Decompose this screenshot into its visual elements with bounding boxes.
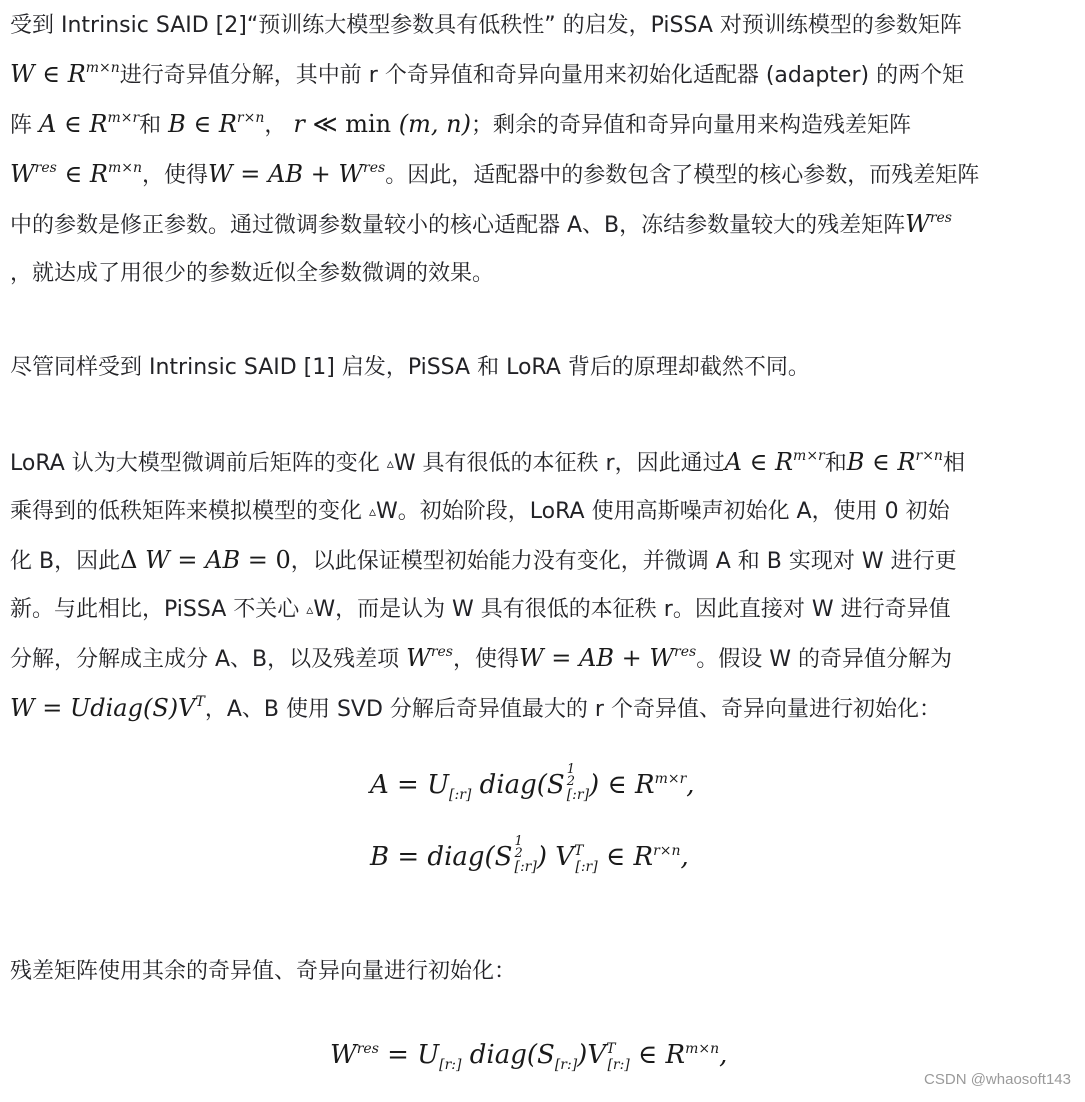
- text-line: [10, 684, 1076, 734]
- math-inline: A ∈ $R^{m\times r}$: [724, 448, 825, 476]
- text-line: [10, 250, 1076, 298]
- paragraph-residual: [10, 948, 516, 996]
- text-run: 尽管同样受到 Intrinsic SAID [1] 启发，PiSSA 和 LoRA 背后的原理却截然不同。: [10, 355, 810, 380]
- math-inline: A ∈ $R^{m\times r}$: [39, 110, 140, 138]
- article-body: [10, 2, 1076, 734]
- paragraph-pissa-intro: [10, 2, 1076, 298]
- text-run: ，使得: [452, 647, 519, 672]
- text-run: W 具有很低的本征秩 r，因此通过: [393, 451, 725, 476]
- text-run: W。初始阶段，LoRA 使用高斯噪声初始化 A，使用 0 初始: [376, 499, 950, 524]
- text-line: [10, 2, 1076, 50]
- text-line: [10, 438, 1076, 488]
- text-line: [10, 50, 1076, 100]
- math-inline: $W^{res}$ ∈ $R^{m\times n}$: [10, 160, 142, 188]
- paragraph-lora-vs-pissa: [10, 438, 1076, 734]
- paragraph-comparison: [10, 344, 1076, 392]
- text-run: 分解，分解成主成分 A、B，以及残差项: [10, 647, 400, 672]
- delta-symbol: ▵: [369, 504, 377, 520]
- text-line: [10, 200, 1076, 250]
- math-inline: W = AB + $W^{res}$: [208, 160, 386, 188]
- text-run: ，使得: [141, 163, 208, 188]
- text-line: [10, 100, 1076, 150]
- math-inline: $W^{res}$: [905, 210, 952, 238]
- text-line: [10, 634, 1076, 684]
- csdn-watermark: CSDN @whaosoft143: [924, 1071, 1071, 1088]
- text-line: [10, 150, 1076, 200]
- math-inline: $W = Udiag(S)V^T$: [10, 694, 205, 722]
- text-run: 新。与此相比，PiSSA 不关心: [10, 597, 300, 622]
- text-line: [10, 488, 1076, 536]
- text-run: 乘得到的低秩矩阵来模拟模型的变化: [10, 499, 363, 524]
- text-run: LoRA 认为大模型微调前后矩阵的变化: [10, 451, 380, 476]
- text-run: 阵: [10, 113, 33, 138]
- text-run: 相: [942, 451, 965, 476]
- math-inline: W ∈ $R^{m\times n}$: [10, 60, 120, 88]
- text-run: ，A、B 使用 SVD 分解后奇异值最大的 r 个奇异值、奇异向量进行初始化：: [204, 697, 941, 722]
- math-inline: Δ W = AB = 0: [120, 546, 291, 574]
- delta-symbol: ▵: [386, 456, 394, 472]
- text-run: W，而是认为 W 具有很低的本征秩 r。因此直接对 W 进行奇异值: [313, 597, 951, 622]
- text-run: 。假设 W 的奇异值分解为: [696, 647, 952, 672]
- text-line: [10, 586, 1076, 634]
- math-inline: B ∈ $R^{r\times n}$: [846, 448, 943, 476]
- math-inline: r ≪ min (m, n): [293, 110, 471, 138]
- text-run: 残差矩阵使用其余的奇异值、奇异向量进行初始化：: [10, 959, 517, 984]
- text-run: 和: [824, 451, 847, 476]
- math-inline: $W^{res}$: [406, 644, 453, 672]
- text-run: 。因此，适配器中的参数包含了模型的核心参数，而残差矩阵: [385, 163, 980, 188]
- math-inline: B ∈ $R^{r\times n}$: [168, 110, 265, 138]
- text-run: 中的参数是修正参数。通过微调参数量较小的核心适配器 A、B，冻结参数量较大的残差矩阵: [10, 213, 906, 238]
- text-run: ，: [264, 113, 287, 138]
- text-run: 受到 Intrinsic SAID [2]“预训练大模型参数具有低秩性” 的启发，PiSSA 对预训练模型的参数矩阵: [10, 13, 962, 38]
- text-run: ，就达成了用很少的参数近似全参数微调的效果。: [10, 261, 495, 286]
- text-line: [10, 536, 1076, 586]
- text-run: 和: [139, 113, 162, 138]
- text-run: 进行奇异值分解，其中前 r 个奇异值和奇异向量用来初始化适配器 (adapter) 的两个矩: [119, 63, 965, 88]
- text-run: 化 B，因此: [10, 549, 121, 574]
- math-inline: W = AB + $W^{res}$: [519, 644, 697, 672]
- text-run: ，以此保证模型初始能力没有变化，并微调 A 和 B 实现对 W 进行更: [290, 549, 957, 574]
- text-run: ；剩余的奇异值和奇异向量用来构造残差矩阵: [470, 113, 911, 138]
- delta-symbol: ▵: [306, 602, 314, 618]
